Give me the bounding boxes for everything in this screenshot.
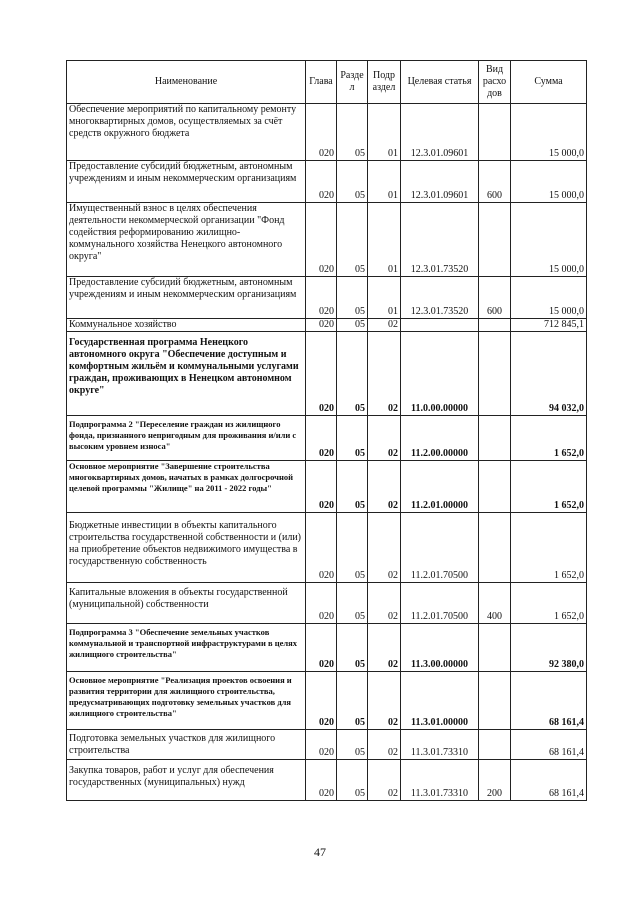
table-row	[67, 760, 587, 801]
row-section: 05	[337, 583, 368, 624]
row-section: 05	[337, 513, 368, 583]
row-section: 05	[337, 461, 368, 513]
row-name: Основное мероприятие "Реализация проектов освоения и развития территории для жилищного строительства, предусматривающих подготовку земельных участков для жилищного строительства"	[67, 672, 306, 730]
table-row	[67, 203, 587, 277]
row-chapter: 020	[306, 730, 337, 760]
row-chapter: 020	[306, 624, 337, 672]
row-subsection: 02	[368, 461, 401, 513]
row-target: 12.3.01.73520	[401, 203, 479, 277]
budget-table	[66, 60, 587, 801]
row-sum: 712 845,1	[511, 319, 587, 332]
table-row	[67, 624, 587, 672]
row-name: Государственная программа Ненецкого автономного округа "Обеспечение доступным и комфортным жильём и коммунальными услугами граждан, проживающих в Ненецком автономном округе"	[67, 332, 306, 416]
row-sum: 1 652,0	[511, 416, 587, 461]
row-target: 11.3.01.73310	[401, 730, 479, 760]
row-subsection: 01	[368, 161, 401, 203]
row-chapter: 020	[306, 161, 337, 203]
row-name: Закупка товаров, работ и услуг для обеспечения государственных (муниципальных) нужд	[67, 760, 306, 801]
row-type: 200	[479, 760, 511, 801]
table-row	[67, 583, 587, 624]
row-subsection: 02	[368, 730, 401, 760]
row-subsection: 02	[368, 672, 401, 730]
row-subsection: 02	[368, 319, 401, 332]
row-subsection: 02	[368, 332, 401, 416]
row-name: Обеспечение мероприятий по капитальному ремонту многоквартирных домов, осуществляемых за счёт средств окружного бюджета	[67, 104, 306, 161]
row-target: 11.2.01.70500	[401, 513, 479, 583]
row-chapter: 020	[306, 672, 337, 730]
table-row	[67, 416, 587, 461]
row-name: Подпрограмма 3 "Обеспечение земельных участков коммунальной и транспортной инфраструктурами в целях жилищного строительства"	[67, 624, 306, 672]
row-section: 05	[337, 104, 368, 161]
row-type: 400	[479, 583, 511, 624]
header-target: Целевая статья	[401, 61, 479, 104]
row-sum: 1 652,0	[511, 583, 587, 624]
row-type	[479, 416, 511, 461]
table-row	[67, 161, 587, 203]
row-subsection: 02	[368, 513, 401, 583]
row-chapter: 020	[306, 277, 337, 319]
row-target: 11.2.01.70500	[401, 583, 479, 624]
row-target: 12.3.01.09601	[401, 161, 479, 203]
row-sum: 68 161,4	[511, 672, 587, 730]
row-chapter: 020	[306, 203, 337, 277]
row-subsection: 02	[368, 583, 401, 624]
row-sum: 15 000,0	[511, 277, 587, 319]
row-type	[479, 672, 511, 730]
row-chapter: 020	[306, 104, 337, 161]
row-sum: 94 032,0	[511, 332, 587, 416]
row-sum: 68 161,4	[511, 730, 587, 760]
table-row	[67, 332, 587, 416]
row-subsection: 01	[368, 277, 401, 319]
header-sum: Сумма	[511, 61, 587, 104]
row-name: Подготовка земельных участков для жилищного строительства	[67, 730, 306, 760]
row-sum: 68 161,4	[511, 760, 587, 801]
row-section: 05	[337, 332, 368, 416]
row-chapter: 020	[306, 760, 337, 801]
row-chapter: 020	[306, 416, 337, 461]
row-type	[479, 332, 511, 416]
row-subsection: 01	[368, 104, 401, 161]
row-chapter: 020	[306, 513, 337, 583]
row-target: 11.3.00.00000	[401, 624, 479, 672]
page-number: 47	[314, 845, 326, 859]
table-row	[67, 319, 587, 332]
row-section: 05	[337, 416, 368, 461]
row-type	[479, 104, 511, 161]
table-row	[67, 104, 587, 161]
row-sum: 15 000,0	[511, 104, 587, 161]
header-name: Наименование	[67, 61, 306, 104]
row-target: 12.3.01.73520	[401, 277, 479, 319]
row-subsection: 01	[368, 203, 401, 277]
table-row	[67, 277, 587, 319]
row-type	[479, 624, 511, 672]
row-sum: 92 380,0	[511, 624, 587, 672]
row-sum: 15 000,0	[511, 161, 587, 203]
row-subsection: 02	[368, 624, 401, 672]
row-subsection: 02	[368, 760, 401, 801]
row-section: 05	[337, 277, 368, 319]
row-sum: 1 652,0	[511, 461, 587, 513]
row-type	[479, 730, 511, 760]
row-type	[479, 203, 511, 277]
header-chapter: Глава	[306, 61, 337, 104]
row-chapter: 020	[306, 319, 337, 332]
row-target: 11.0.00.00000	[401, 332, 479, 416]
row-section: 05	[337, 760, 368, 801]
table-row	[67, 672, 587, 730]
row-chapter: 020	[306, 332, 337, 416]
row-type	[479, 513, 511, 583]
row-section: 05	[337, 161, 368, 203]
row-target: 11.2.01.00000	[401, 461, 479, 513]
table-row	[67, 730, 587, 760]
row-target: 11.2.00.00000	[401, 416, 479, 461]
row-name: Подпрограмма 2 "Переселение граждан из жилищного фонда, признанного непригодным для проживания и/или с высоким уровнем износа"	[67, 416, 306, 461]
row-type: 600	[479, 161, 511, 203]
row-section: 05	[337, 319, 368, 332]
row-name: Основное мероприятие "Завершение строительства многоквартирных домов, начатых в рамках долгосрочной целевой программы "Жилище" на 2011 - 2022 годы"	[67, 461, 306, 513]
row-name: Имущественный взнос в целях обеспечения деятельности некоммерческой организации "Фонд содействия реформированию жилищно-коммунального хозяйства Ненецкого автономного округа"	[67, 203, 306, 277]
header-type: Вид расхо дов	[479, 61, 511, 104]
row-type: 600	[479, 277, 511, 319]
table-row	[67, 513, 587, 583]
row-target: 12.3.01.09601	[401, 104, 479, 161]
row-section: 05	[337, 203, 368, 277]
header-row	[67, 61, 587, 104]
row-type	[479, 461, 511, 513]
row-type	[479, 319, 511, 332]
header-subsection: Подр аздел	[368, 61, 401, 104]
row-sum: 15 000,0	[511, 203, 587, 277]
row-chapter: 020	[306, 461, 337, 513]
row-subsection: 02	[368, 416, 401, 461]
table-row	[67, 461, 587, 513]
row-target: 11.3.01.00000	[401, 672, 479, 730]
row-sum: 1 652,0	[511, 513, 587, 583]
row-section: 05	[337, 624, 368, 672]
row-target: 11.3.01.73310	[401, 760, 479, 801]
row-name: Коммунальное хозяйство	[67, 319, 306, 332]
header-section: Разде л	[337, 61, 368, 104]
row-name: Предоставление субсидий бюджетным, автономным учреждениям и иным некоммерческим организациям	[67, 161, 306, 203]
row-chapter: 020	[306, 583, 337, 624]
row-name: Бюджетные инвестиции в объекты капитального строительства государственной собственности и (или) на приобретение объектов недвижимого имущества в государственную собственность	[67, 513, 306, 583]
row-name: Предоставление субсидий бюджетным, автономным учреждениям и иным некоммерческим организациям	[67, 277, 306, 319]
row-target	[401, 319, 479, 332]
row-section: 05	[337, 730, 368, 760]
row-name: Капитальные вложения в объекты государственной (муниципальной) собственности	[67, 583, 306, 624]
row-section: 05	[337, 672, 368, 730]
